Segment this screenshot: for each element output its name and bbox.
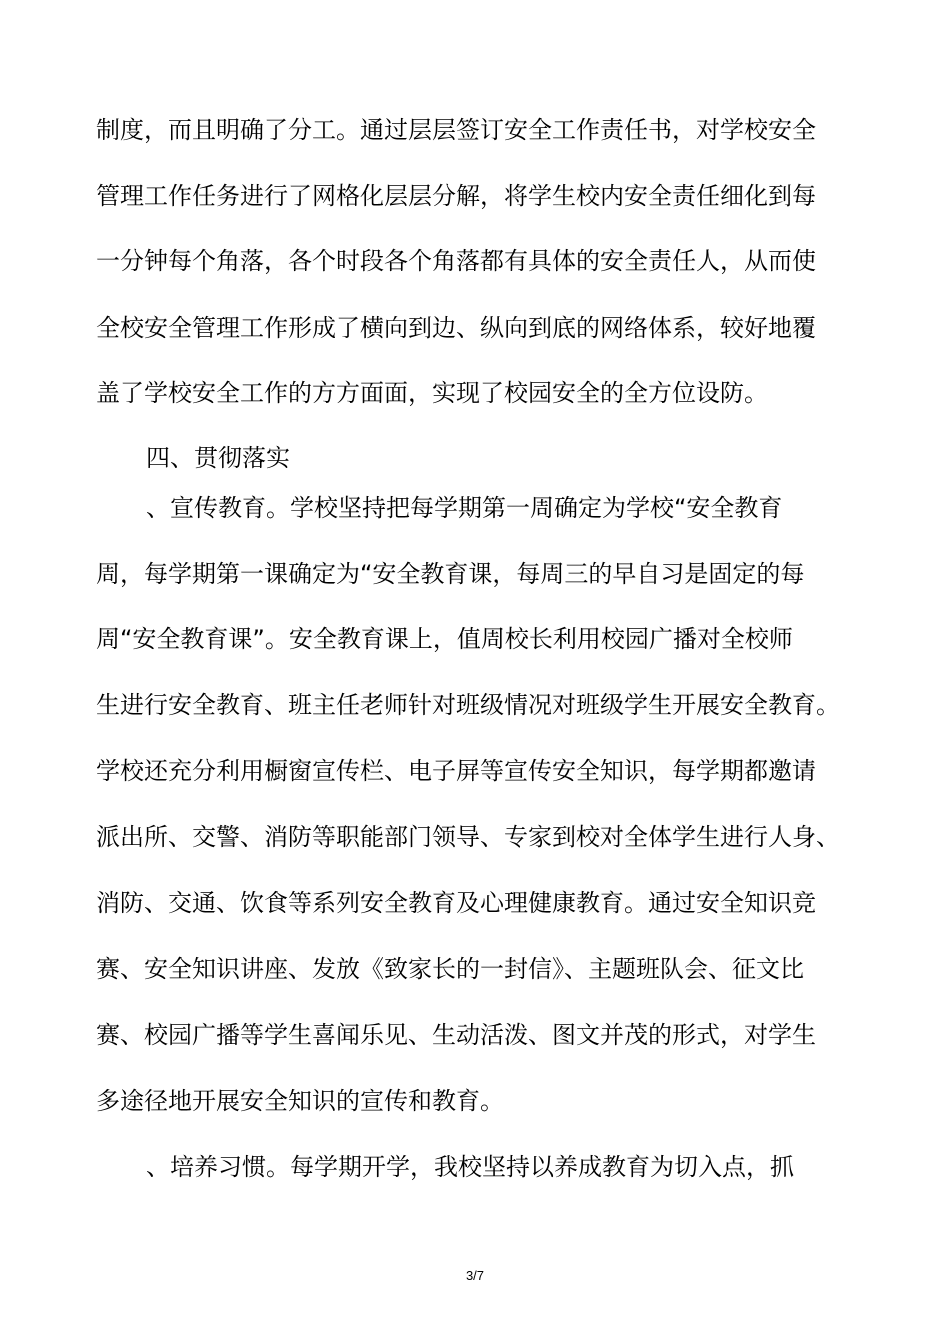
paragraph-line: 全校安全管理工作形成了横向到边、纵向到底的网络体系，较好地覆 bbox=[96, 314, 816, 342]
section-heading: 四、贯彻落实 bbox=[146, 444, 290, 472]
paragraph-line: 多途径地开展安全知识的宣传和教育。 bbox=[96, 1087, 504, 1115]
paragraph-line: 、培养习惯。每学期开学，我校坚持以养成教育为切入点，抓 bbox=[146, 1153, 794, 1181]
paragraph-line: 周“安全教育课”。安全教育课上，值周校长利用校园广播对全校师 bbox=[96, 625, 793, 653]
paragraph-line: 赛、校园广播等学生喜闻乐见、生动活泼、图文并茂的形式，对学生 bbox=[96, 1021, 816, 1049]
paragraph-line: 消防、交通、饮食等系列安全教育及心理健康教育。通过安全知识竞 bbox=[96, 889, 816, 917]
paragraph-line: 管理工作任务进行了网格化层层分解，将学生校内安全责任细化到每 bbox=[96, 182, 816, 210]
paragraph-line: 赛、安全知识讲座、发放《致家长的一封信》、主题班队会、征文比 bbox=[96, 955, 804, 983]
paragraph-line: 一分钟每个角落，各个时段各个角落都有具体的安全责任人，从而使 bbox=[96, 247, 816, 275]
paragraph-line: 制度，而且明确了分工。通过层层签订安全工作责任书，对学校安全 bbox=[96, 116, 816, 144]
paragraph-line: 学校还充分利用橱窗宣传栏、电子屏等宣传安全知识，每学期都邀请 bbox=[96, 757, 816, 785]
page-number: 3/7 bbox=[465, 1268, 485, 1283]
paragraph-line: 、宣传教育。学校坚持把每学期第一周确定为学校“安全教育 bbox=[146, 494, 783, 522]
paragraph-line: 盖了学校安全工作的方方面面，实现了校园安全的全方位设防。 bbox=[96, 379, 768, 407]
paragraph-line: 生进行安全教育、班主任老师针对班级情况对班级学生开展安全教育。 bbox=[96, 691, 840, 719]
paragraph-line: 周，每学期第一课确定为“安全教育课，每周三的早自习是固定的每 bbox=[96, 560, 805, 588]
paragraph-line: 派出所、交警、消防等职能部门领导、专家到校对全体学生进行人身、 bbox=[96, 823, 840, 851]
